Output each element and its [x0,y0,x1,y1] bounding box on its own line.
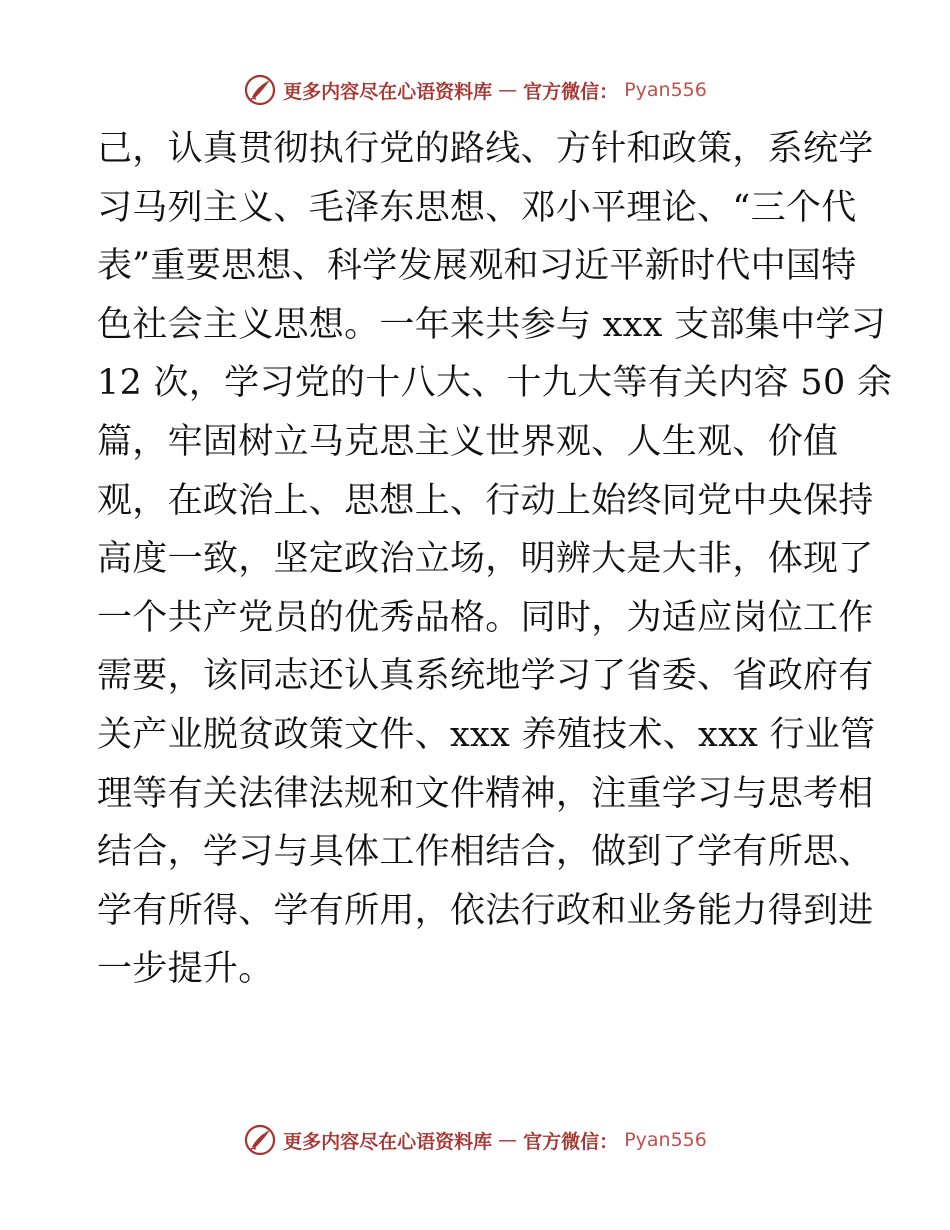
footer-lead-text: 更多内容尽在心语资料库 [283,1130,493,1153]
body-line: 结合，学习与具体工作相结合，做到了学有所思、 [97,832,874,873]
body-line: 学有所得、学有所用，依法行政和业务能力得到进 [97,890,874,931]
body-line: 习马列主义、毛泽东思想、邓小平理论、“三个代 [97,187,857,228]
body-line: 关产业脱贫政策文件、xxx 养殖技术、xxx 行业管 [97,714,876,755]
body-line: 观，在政治上、思想上、行动上始终同党中央保持 [97,480,874,521]
header-banner [0,72,950,108]
brush-pen-logo-icon [243,73,277,107]
body-line: 高度一致，坚定政治立场，明辨大是大非，体现了 [97,539,874,580]
header-tail-text: 官方微信： [523,80,619,103]
body-line: 一步提升。 [97,949,274,990]
footer-separator: — [498,1129,518,1151]
brush-pen-logo-icon [243,1123,277,1157]
body-line: 己，认真贯彻执行党的路线、方针和政策，系统学 [97,129,874,169]
footer-account: Pyan556 [624,1129,707,1151]
body-line: 理等有关法律法规和文件精神，注重学习与思考相 [97,773,874,814]
header-account: Pyan556 [624,79,707,101]
header-separator: — [498,79,518,101]
body-line: 一个共产党员的优秀品格。同时，为适应岗位工作 [97,597,874,638]
body-line: 12 次，学习党的十八大、十九大等有关内容 50 余 [97,363,893,404]
document-body [97,120,893,999]
header-lead-text: 更多内容尽在心语资料库 [283,80,493,103]
body-line: 表”重要思想、科学发展观和习近平新时代中国特 [97,246,857,287]
body-line: 需要，该同志还认真系统地学习了省委、省政府有 [97,656,874,697]
body-line: 色社会主义思想。一年来共参与 xxx 支部集中学习 [97,304,886,345]
footer-tail-text: 官方微信： [523,1130,619,1153]
body-line: 篇，牢固树立马克思主义世界观、人生观、价值 [97,421,839,462]
footer-banner [0,1122,950,1158]
